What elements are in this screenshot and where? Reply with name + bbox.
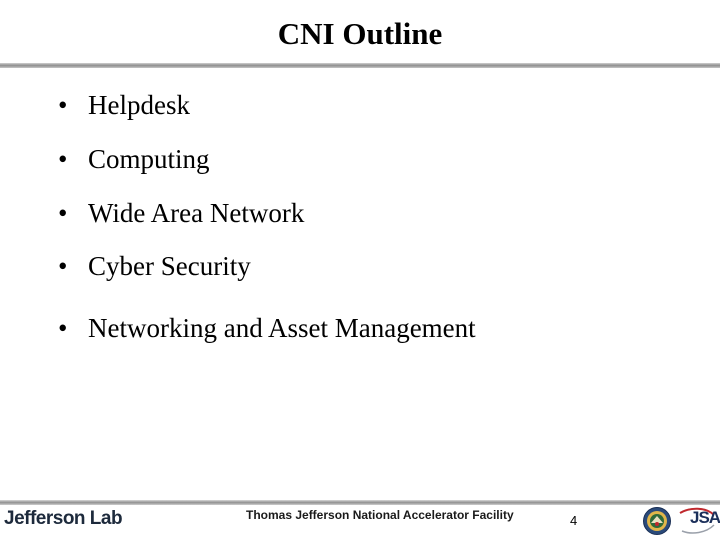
page-number: 4 — [570, 513, 578, 528]
bullet-item — [58, 144, 210, 175]
title-divider — [0, 63, 720, 68]
doe-seal-icon — [643, 507, 671, 535]
bullet-dot: • — [58, 313, 68, 343]
facility-name: Thomas Jefferson National Accelerator Facility — [246, 508, 514, 522]
bullet-item — [58, 90, 190, 121]
bullet-text: Wide Area Network — [88, 198, 305, 228]
bullet-text: Helpdesk — [88, 90, 190, 120]
bullet-text: Cyber Security — [88, 251, 251, 281]
jsa-logo-text: JSA — [690, 508, 720, 527]
jefferson-lab-logo — [4, 508, 122, 534]
bullet-text: Networking and Asset Management — [88, 313, 476, 343]
bullet-dot: • — [58, 251, 68, 281]
bullet-item — [58, 251, 251, 282]
bullet-dot: • — [58, 144, 68, 174]
slide-title: CNI Outline — [277, 16, 443, 51]
bullet-dot: • — [58, 90, 68, 120]
bullet-text: Computing — [88, 144, 210, 174]
jefferson-lab-logo-text: Jefferson Lab — [4, 508, 123, 529]
bullet-item — [58, 313, 476, 344]
footer-divider — [0, 500, 720, 505]
bullet-dot: • — [58, 198, 68, 228]
bullet-item — [58, 198, 304, 229]
